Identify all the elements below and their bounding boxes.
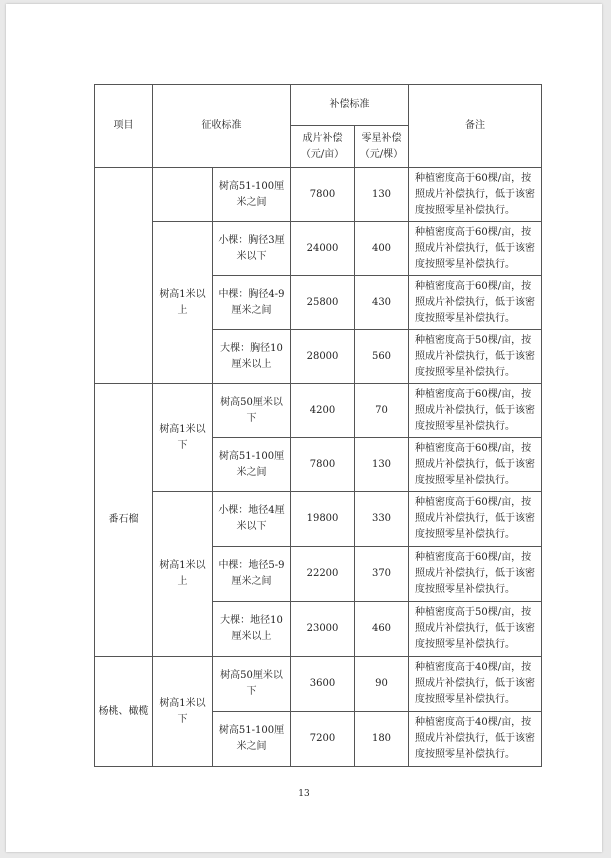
- size-cell: 树高50厘米以下: [213, 384, 291, 438]
- table-row: [95, 657, 542, 712]
- size-cell: 树高51-100厘米之间: [213, 712, 291, 767]
- size-cell: 中棵：胸径4-9厘米之间: [213, 276, 291, 330]
- single-cell: 90: [355, 657, 409, 712]
- item-cell: 杨桃、橄榄: [95, 657, 153, 767]
- height-cell: [153, 168, 213, 222]
- single-cell: 400: [355, 222, 409, 276]
- size-cell: 小棵：地径4厘米以下: [213, 492, 291, 547]
- header-single-compensation: 零星补偿（元/棵）: [355, 126, 409, 168]
- full-cell: 3600: [291, 657, 355, 712]
- full-cell: 7800: [291, 438, 355, 492]
- size-cell: 树高51-100厘米之间: [213, 168, 291, 222]
- header-standard: 征收标准: [153, 85, 291, 168]
- note-cell: 种植密度高于40棵/亩，按照成片补偿执行，低于该密度按照零星补偿执行。: [409, 657, 542, 712]
- table-row: [95, 384, 542, 438]
- full-cell: 19800: [291, 492, 355, 547]
- single-cell: 430: [355, 276, 409, 330]
- single-cell: 180: [355, 712, 409, 767]
- full-cell: 24000: [291, 222, 355, 276]
- full-cell: 28000: [291, 330, 355, 384]
- height-cell: 树高1米以下: [153, 384, 213, 492]
- note-cell: 种植密度高于60棵/亩，按照成片补偿执行，低于该密度按照零星补偿执行。: [409, 384, 542, 438]
- table-row: [95, 492, 542, 547]
- page-number: 13: [298, 789, 310, 799]
- single-cell: 560: [355, 330, 409, 384]
- header-note: 备注: [409, 85, 542, 168]
- header-compensation: 补偿标准: [291, 85, 409, 126]
- note-cell: 种植密度高于40棵/亩，按照成片补偿执行，低于该密度按照零星补偿执行。: [409, 712, 542, 767]
- size-cell: 中棵：地径5-9厘米之间: [213, 547, 291, 602]
- single-cell: 460: [355, 602, 409, 657]
- single-cell: 370: [355, 547, 409, 602]
- single-cell: 130: [355, 438, 409, 492]
- full-cell: 25800: [291, 276, 355, 330]
- size-cell: 树高51-100厘米之间: [213, 438, 291, 492]
- table-row: [95, 222, 542, 276]
- header-item: 项目: [95, 85, 153, 168]
- full-cell: 23000: [291, 602, 355, 657]
- full-cell: 7200: [291, 712, 355, 767]
- full-cell: 7800: [291, 168, 355, 222]
- single-cell: 70: [355, 384, 409, 438]
- single-cell: 330: [355, 492, 409, 547]
- note-cell: 种植密度高于50棵/亩，按照成片补偿执行，低于该密度按照零星补偿执行。: [409, 602, 542, 657]
- note-cell: 种植密度高于60棵/亩，按照成片补偿执行，低于该密度按照零星补偿执行。: [409, 438, 542, 492]
- note-cell: 种植密度高于60棵/亩，按照成片补偿执行，低于该密度按照零星补偿执行。: [409, 222, 542, 276]
- height-cell: 树高1米以下: [153, 657, 213, 767]
- size-cell: 树高50厘米以下: [213, 657, 291, 712]
- full-cell: 4200: [291, 384, 355, 438]
- compensation-table: [94, 84, 542, 767]
- full-cell: 22200: [291, 547, 355, 602]
- size-cell: 大棵：地径10厘米以上: [213, 602, 291, 657]
- header-full-compensation: 成片补偿（元/亩）: [291, 126, 355, 168]
- height-cell: 树高1米以上: [153, 222, 213, 384]
- note-cell: 种植密度高于60棵/亩，按照成片补偿执行，低于该密度按照零星补偿执行。: [409, 168, 542, 222]
- item-cell: [95, 168, 153, 384]
- single-cell: 130: [355, 168, 409, 222]
- height-cell: 树高1米以上: [153, 492, 213, 657]
- table-row: [95, 168, 542, 222]
- note-cell: 种植密度高于60棵/亩，按照成片补偿执行，低于该密度按照零星补偿执行。: [409, 547, 542, 602]
- document-page: [6, 4, 602, 852]
- size-cell: 小棵：胸径3厘米以下: [213, 222, 291, 276]
- item-cell: 番石榴: [95, 384, 153, 657]
- note-cell: 种植密度高于60棵/亩，按照成片补偿执行，低于该密度按照零星补偿执行。: [409, 276, 542, 330]
- size-cell: 大棵：胸径10厘米以上: [213, 330, 291, 384]
- note-cell: 种植密度高于60棵/亩，按照成片补偿执行，低于该密度按照零星补偿执行。: [409, 492, 542, 547]
- note-cell: 种植密度高于50棵/亩，按照成片补偿执行，低于该密度按照零星补偿执行。: [409, 330, 542, 384]
